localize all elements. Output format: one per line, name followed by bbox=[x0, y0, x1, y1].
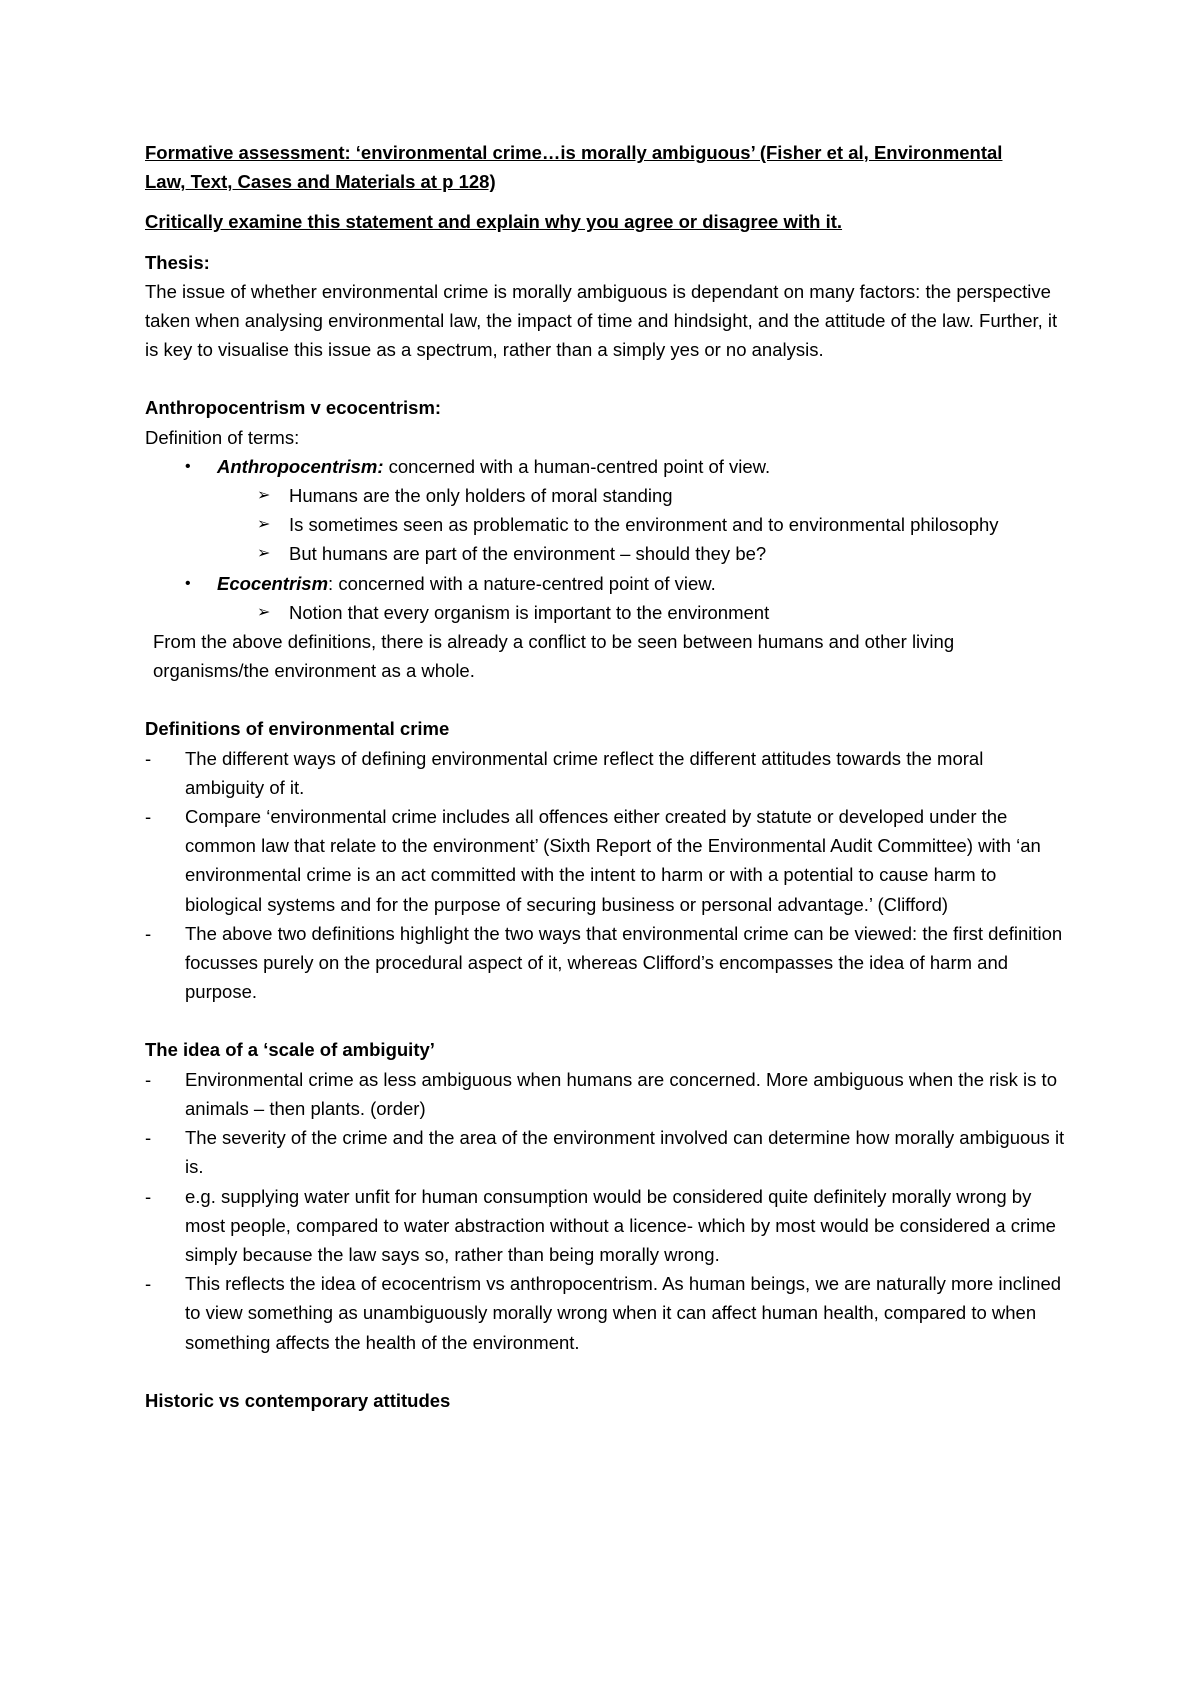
list-item-text: The above two definitions highlight the two ways that environmental crime can be viewed: the first definition focusses purely on the procedural aspect of it, whereas Clifford’s encompasses the idea of harm and purpose. bbox=[185, 922, 1063, 1003]
term-definition: : concerned with a nature-centred point of view. bbox=[328, 572, 716, 594]
list-item bbox=[145, 1182, 1065, 1270]
dash-bullet: - bbox=[145, 922, 152, 944]
anthropocentrism-heading: Anthropocentrism v ecocentrism: bbox=[145, 397, 442, 419]
term-anthropocentrism: Anthropocentrism: bbox=[217, 455, 384, 477]
definitions-conclusion: From the above definitions, there is already a conflict to be seen between humans and other living organisms/the environment as a whole. bbox=[153, 631, 955, 682]
ecocentrism-subpoints bbox=[145, 598, 1065, 627]
document-title-line-2: Law, Text, Cases and Materials at p 128) bbox=[145, 171, 496, 193]
bullet-icon: • bbox=[185, 574, 191, 592]
arrow-bullet-icon: ➢ bbox=[257, 603, 271, 621]
list-item bbox=[145, 598, 1065, 627]
list-item-text: The severity of the crime and the area of the environment involved can determine how morally ambiguous it is. bbox=[185, 1127, 1065, 1178]
subpoint-text: Humans are the only holders of moral standing bbox=[289, 485, 673, 507]
list-item bbox=[145, 539, 1065, 568]
term-definition: concerned with a human-centred point of view. bbox=[383, 455, 771, 477]
dash-bullet: - bbox=[145, 1068, 152, 1090]
bullet-icon: • bbox=[185, 457, 191, 475]
list-item-text: e.g. supplying water unfit for human consumption would be considered quite definitely morally wrong by most people, compared to water abstraction without a licence- which by most would be considered a crime simply because the law says so, rather than being morally wrong. bbox=[185, 1185, 1056, 1265]
dash-bullet: - bbox=[145, 1273, 152, 1295]
historic-heading: Historic vs contemporary attitudes bbox=[145, 1389, 451, 1411]
thesis-body: The issue of whether environmental crime is morally ambiguous is dependant on many factors: the perspective taken when analysing environmental law, the impact of time and hindsight, and the attitude of the law. Further, it is key to visualise this issue as a spectrum, rather than a simply yes or no analysis. bbox=[145, 280, 1058, 361]
definitions-heading: Definitions of environmental crime bbox=[145, 718, 450, 740]
subpoint-text: Notion that every organism is important to the environment bbox=[289, 601, 770, 623]
dash-bullet: - bbox=[145, 806, 152, 828]
dash-bullet: - bbox=[145, 1127, 152, 1149]
anthropocentrism-subpoints bbox=[145, 481, 1065, 569]
list-item-anthropocentrism bbox=[145, 452, 1065, 481]
list-item-text: This reflects the idea of ecocentrism vs anthropocentrism. As human beings, we are naturally more inclined to view something as unambiguously morally wrong when it can affect human health, compared to when something affects the health of the environment. bbox=[185, 1273, 1062, 1353]
dash-bullet: - bbox=[145, 1185, 152, 1207]
document-page bbox=[145, 138, 1065, 1415]
list-item-text: Compare ‘environmental crime includes all offences either created by statute or developed under the common law that relate to the environment’ (Sixth Report of the Environmental Audit Committee) with ‘an environmental crime is an act committed with the intent to harm or with a potential to cause harm to biological systems and for the purpose of securing business or personal advantage.’ (Clifford) bbox=[185, 806, 1041, 915]
scale-list bbox=[145, 1065, 1065, 1357]
definition-of-terms: Definition of terms: bbox=[145, 426, 300, 448]
list-item bbox=[145, 919, 1065, 1007]
assessment-question: Critically examine this statement and explain why you agree or disagree with it. bbox=[145, 211, 843, 233]
list-item bbox=[145, 802, 1065, 919]
list-item bbox=[145, 1065, 1065, 1123]
list-item bbox=[145, 1123, 1065, 1181]
document-title-line-1: Formative assessment: ‘environmental crime…is morally ambiguous’ (Fisher et al, Environmental bbox=[145, 142, 1003, 163]
definitions-list bbox=[145, 744, 1065, 1007]
arrow-bullet-icon: ➢ bbox=[257, 545, 271, 563]
arrow-bullet-icon: ➢ bbox=[257, 487, 271, 505]
arrow-bullet-icon: ➢ bbox=[257, 516, 271, 534]
term-ecocentrism: Ecocentrism bbox=[217, 572, 329, 594]
list-item-ecocentrism bbox=[145, 569, 1065, 598]
list-item bbox=[145, 744, 1065, 802]
list-item-text: Environmental crime as less ambiguous when humans are concerned. More ambiguous when the risk is to animals – then plants. (order) bbox=[185, 1068, 1057, 1119]
list-item bbox=[145, 510, 1065, 539]
thesis-heading: Thesis: bbox=[145, 251, 210, 273]
list-item bbox=[145, 481, 1065, 510]
definition-list bbox=[145, 569, 1065, 598]
definition-list bbox=[145, 452, 1065, 481]
dash-bullet: - bbox=[145, 747, 152, 769]
subpoint-text: But humans are part of the environment – should they be? bbox=[289, 543, 767, 565]
list-item bbox=[145, 1269, 1065, 1357]
scale-heading: The idea of a ‘scale of ambiguity’ bbox=[145, 1039, 435, 1061]
subpoint-text: Is sometimes seen as problematic to the environment and to environmental philosophy bbox=[289, 514, 999, 536]
list-item-text: The different ways of defining environmental crime reflect the different attitudes towards the moral ambiguity of it. bbox=[185, 747, 984, 798]
